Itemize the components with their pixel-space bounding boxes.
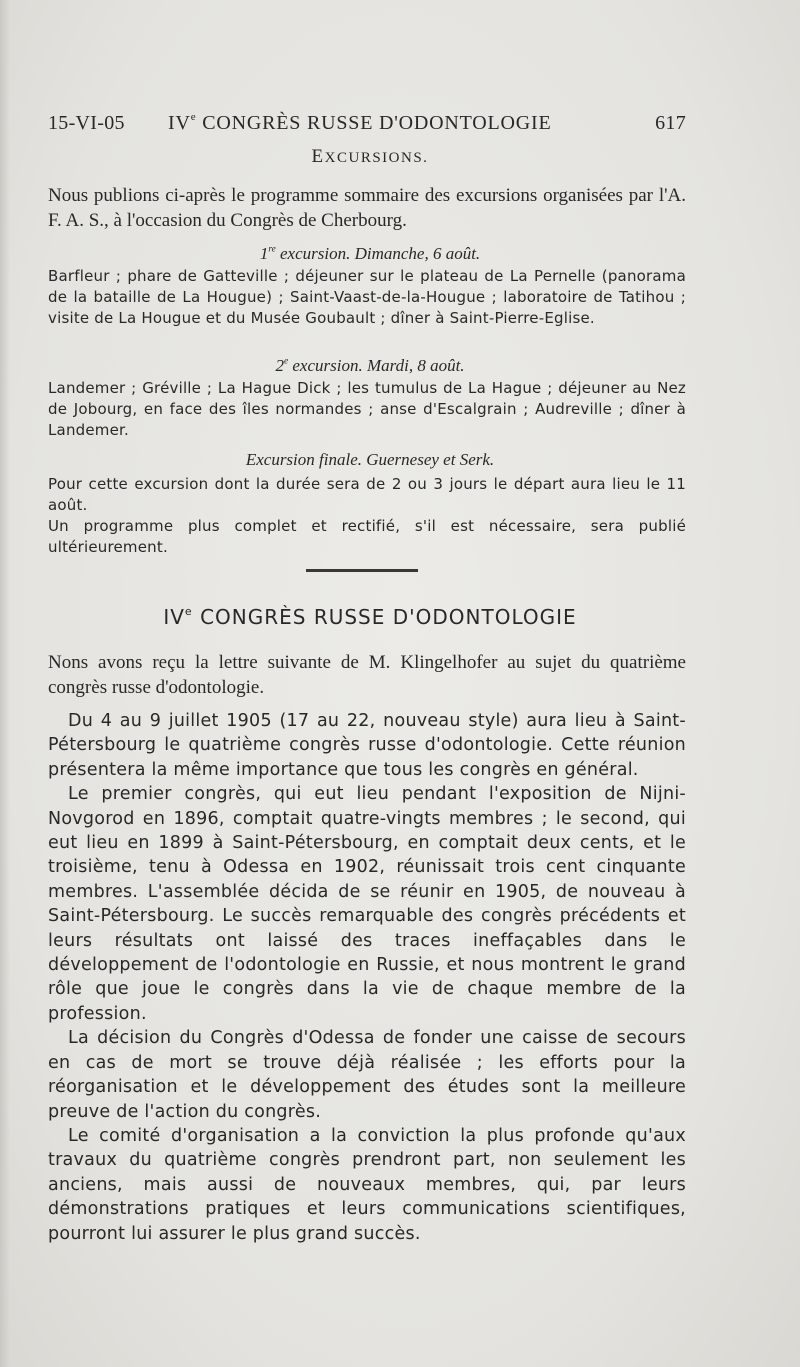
excursion-2-text: Landemer ; Gréville ; La Hague Dick ; les tumulus de La Hague ; déjeuner au Nez de Jobourg, en face des îles normandes ; anse d'Escalgrain ; Audreville ; dîner à Landemer. [48,379,686,439]
letter-paragraph-1: Du 4 au 9 juillet 1905 (17 au 22, nouveau style) aura lieu à Saint-Pétersbourg le quatrième congrès russe d'odontologie. Cette réunion présentera la même importance que tous les congrès en général. [48,711,686,780]
excursions-intro: Nous publions ci-après le programme sommaire des excursions organisées par l'A. F. A. S., à l'occasion du Congrès de Cherbourg. [48,185,686,231]
section-divider [306,569,418,572]
excursion-final-text [48,474,686,558]
page-number: 617 [655,112,686,134]
excursion-2-heading: 2e excursion. Mardi, 8 août. [275,356,465,375]
letter-paragraph-3: La décision du Congrès d'Odessa de fonder une caisse de secours en cas de mort se trouve déjà réalisée ; les efforts pour la réorganisation et le développement des études sont la meilleure preuve de l'action du congrès. [48,1028,686,1122]
letter-paragraph-4: Le comité d'organisation a la conviction la plus profonde qu'aux travaux du quatrième congrès prendront part, non seulement les anciens, mais aussi de nouveaux membres, qui, par leurs démonstrations pratiques et leurs communications scientifiques, pourront lui assurer le plus grand succès. [48,1125,686,1244]
page-gutter-shadow [0,0,10,1367]
excursion-final-paragraph-1: Pour cette excursion dont la durée sera de 2 ou 3 jours le départ aura lieu le 11 août. [48,475,686,514]
excursion-final-paragraph-2: Un programme plus complet et rectifié, s'il est nécessaire, sera publié ultérieurement. [48,517,686,556]
running-head [48,112,686,142]
congress-letter [48,709,686,1246]
running-head-date: 15-VI-05 [48,112,125,134]
excursion-1-text: Barfleur ; phare de Gatteville ; déjeuner sur le plateau de La Pernelle (panorama de la bataille de La Hougue) ; Saint-Vaast-de-la-Hougue ; laboratoire de Tatihou ; visite de La Hougue et du Musée Goubault ; dîner à Saint-Pierre-Eglise. [48,267,686,327]
excursion-final-heading: Excursion finale. Guernesey et Serk. [245,450,495,469]
congress-intro: Nons avons reçu la lettre suivante de M. Klingelhofer au sujet du quatrième congrès russe d'odontologie. [48,652,686,698]
running-head-title: IVe CONGRÈS RUSSE D'ODONTOLOGIE [168,111,552,134]
section-title-congress: IVe CONGRÈS RUSSE D'ODONTOLOGIE [163,605,577,629]
letter-paragraph-2: Le premier congrès, qui eut lieu pendant l'exposition de Nijni-Novgorod en 1896, comptait quatre-vingts membres ; le second, qui eut lieu en 1899 à Saint-Pétersbourg, en comptait deux cents, et le troisième, tenu à Odessa en 1902, réunissait trois cent cinquante membres. L'assemblée décida de se réunir en 1905, de nouveau à Saint-Pétersbourg. Le succès remarquable des congrès précédents et leurs résultats ont laissé des traces ineffaçables dans le développement de l'odontologie en Russie, et nous montrent le grand rôle que joue le congrès dans la vie de chaque membre de la profession. [48,784,686,1024]
excursion-1-heading: 1re excursion. Dimanche, 6 août. [259,244,481,263]
section-title-excursions: EXCURSIONS. [311,146,429,167]
